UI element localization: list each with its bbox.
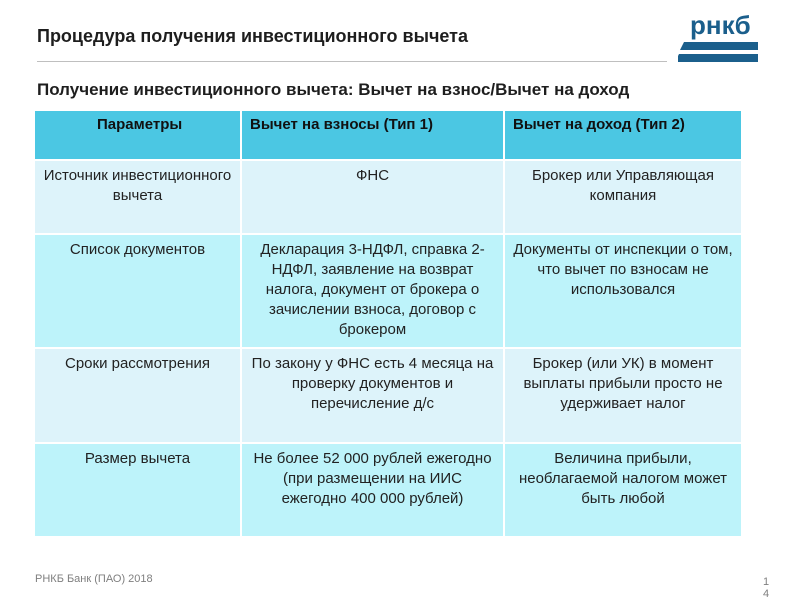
- table-row: [35, 160, 741, 234]
- cell-type2: Документы от инспекции о том, что вычет по взносам не использовался: [504, 234, 741, 348]
- row-label: Сроки рассмотрения: [35, 348, 241, 443]
- rnkb-logo: [678, 10, 758, 62]
- header-type1: Вычет на взносы (Тип 1): [241, 111, 504, 160]
- header-type2: Вычет на доход (Тип 2): [504, 111, 741, 160]
- table-header-row: [35, 111, 741, 160]
- table-row: [35, 348, 741, 443]
- table-row: [35, 234, 741, 348]
- row-label: Источник инвестиционного вычета: [35, 160, 241, 234]
- cell-type1: Не более 52 000 рублей ежегодно (при размещении на ИИС ежегодно 400 000 рублей): [241, 443, 504, 536]
- cell-type1: ФНС: [241, 160, 504, 234]
- table-row: [35, 443, 741, 536]
- cell-type2: Брокер (или УК) в момент выплаты прибыли просто не удерживает налог: [504, 348, 741, 443]
- row-label: Список документов: [35, 234, 241, 348]
- footer-company: РНКБ Банк (ПАО) 2018: [35, 573, 153, 585]
- header-parameters: Параметры: [35, 111, 241, 160]
- slide-title: Процедура получения инвестиционного вычета: [37, 26, 468, 46]
- cell-type1: По закону у ФНС есть 4 месяца на проверку документов и перечисление д/с: [241, 348, 504, 443]
- logo-wordmark: рнкб: [690, 10, 751, 40]
- slide-subtitle: Получение инвестиционного вычета: Вычет на взнос/Вычет на доход: [37, 80, 630, 99]
- title-divider: [37, 61, 667, 62]
- row-label: Размер вычета: [35, 443, 241, 536]
- cell-type2: Величина прибыли, необлагаемой налогом может быть любой: [504, 443, 741, 536]
- cell-type2: Брокер или Управляющая компания: [504, 160, 741, 234]
- deduction-comparison-table: [35, 111, 741, 536]
- cell-type1: Декларация 3-НДФЛ, справка 2-НДФЛ, заявление на возврат налога, документ от брокера о зачислении взноса, договор с брокером: [241, 234, 504, 348]
- logo-stripes-icon: [678, 42, 758, 62]
- page-number: 14: [762, 576, 770, 600]
